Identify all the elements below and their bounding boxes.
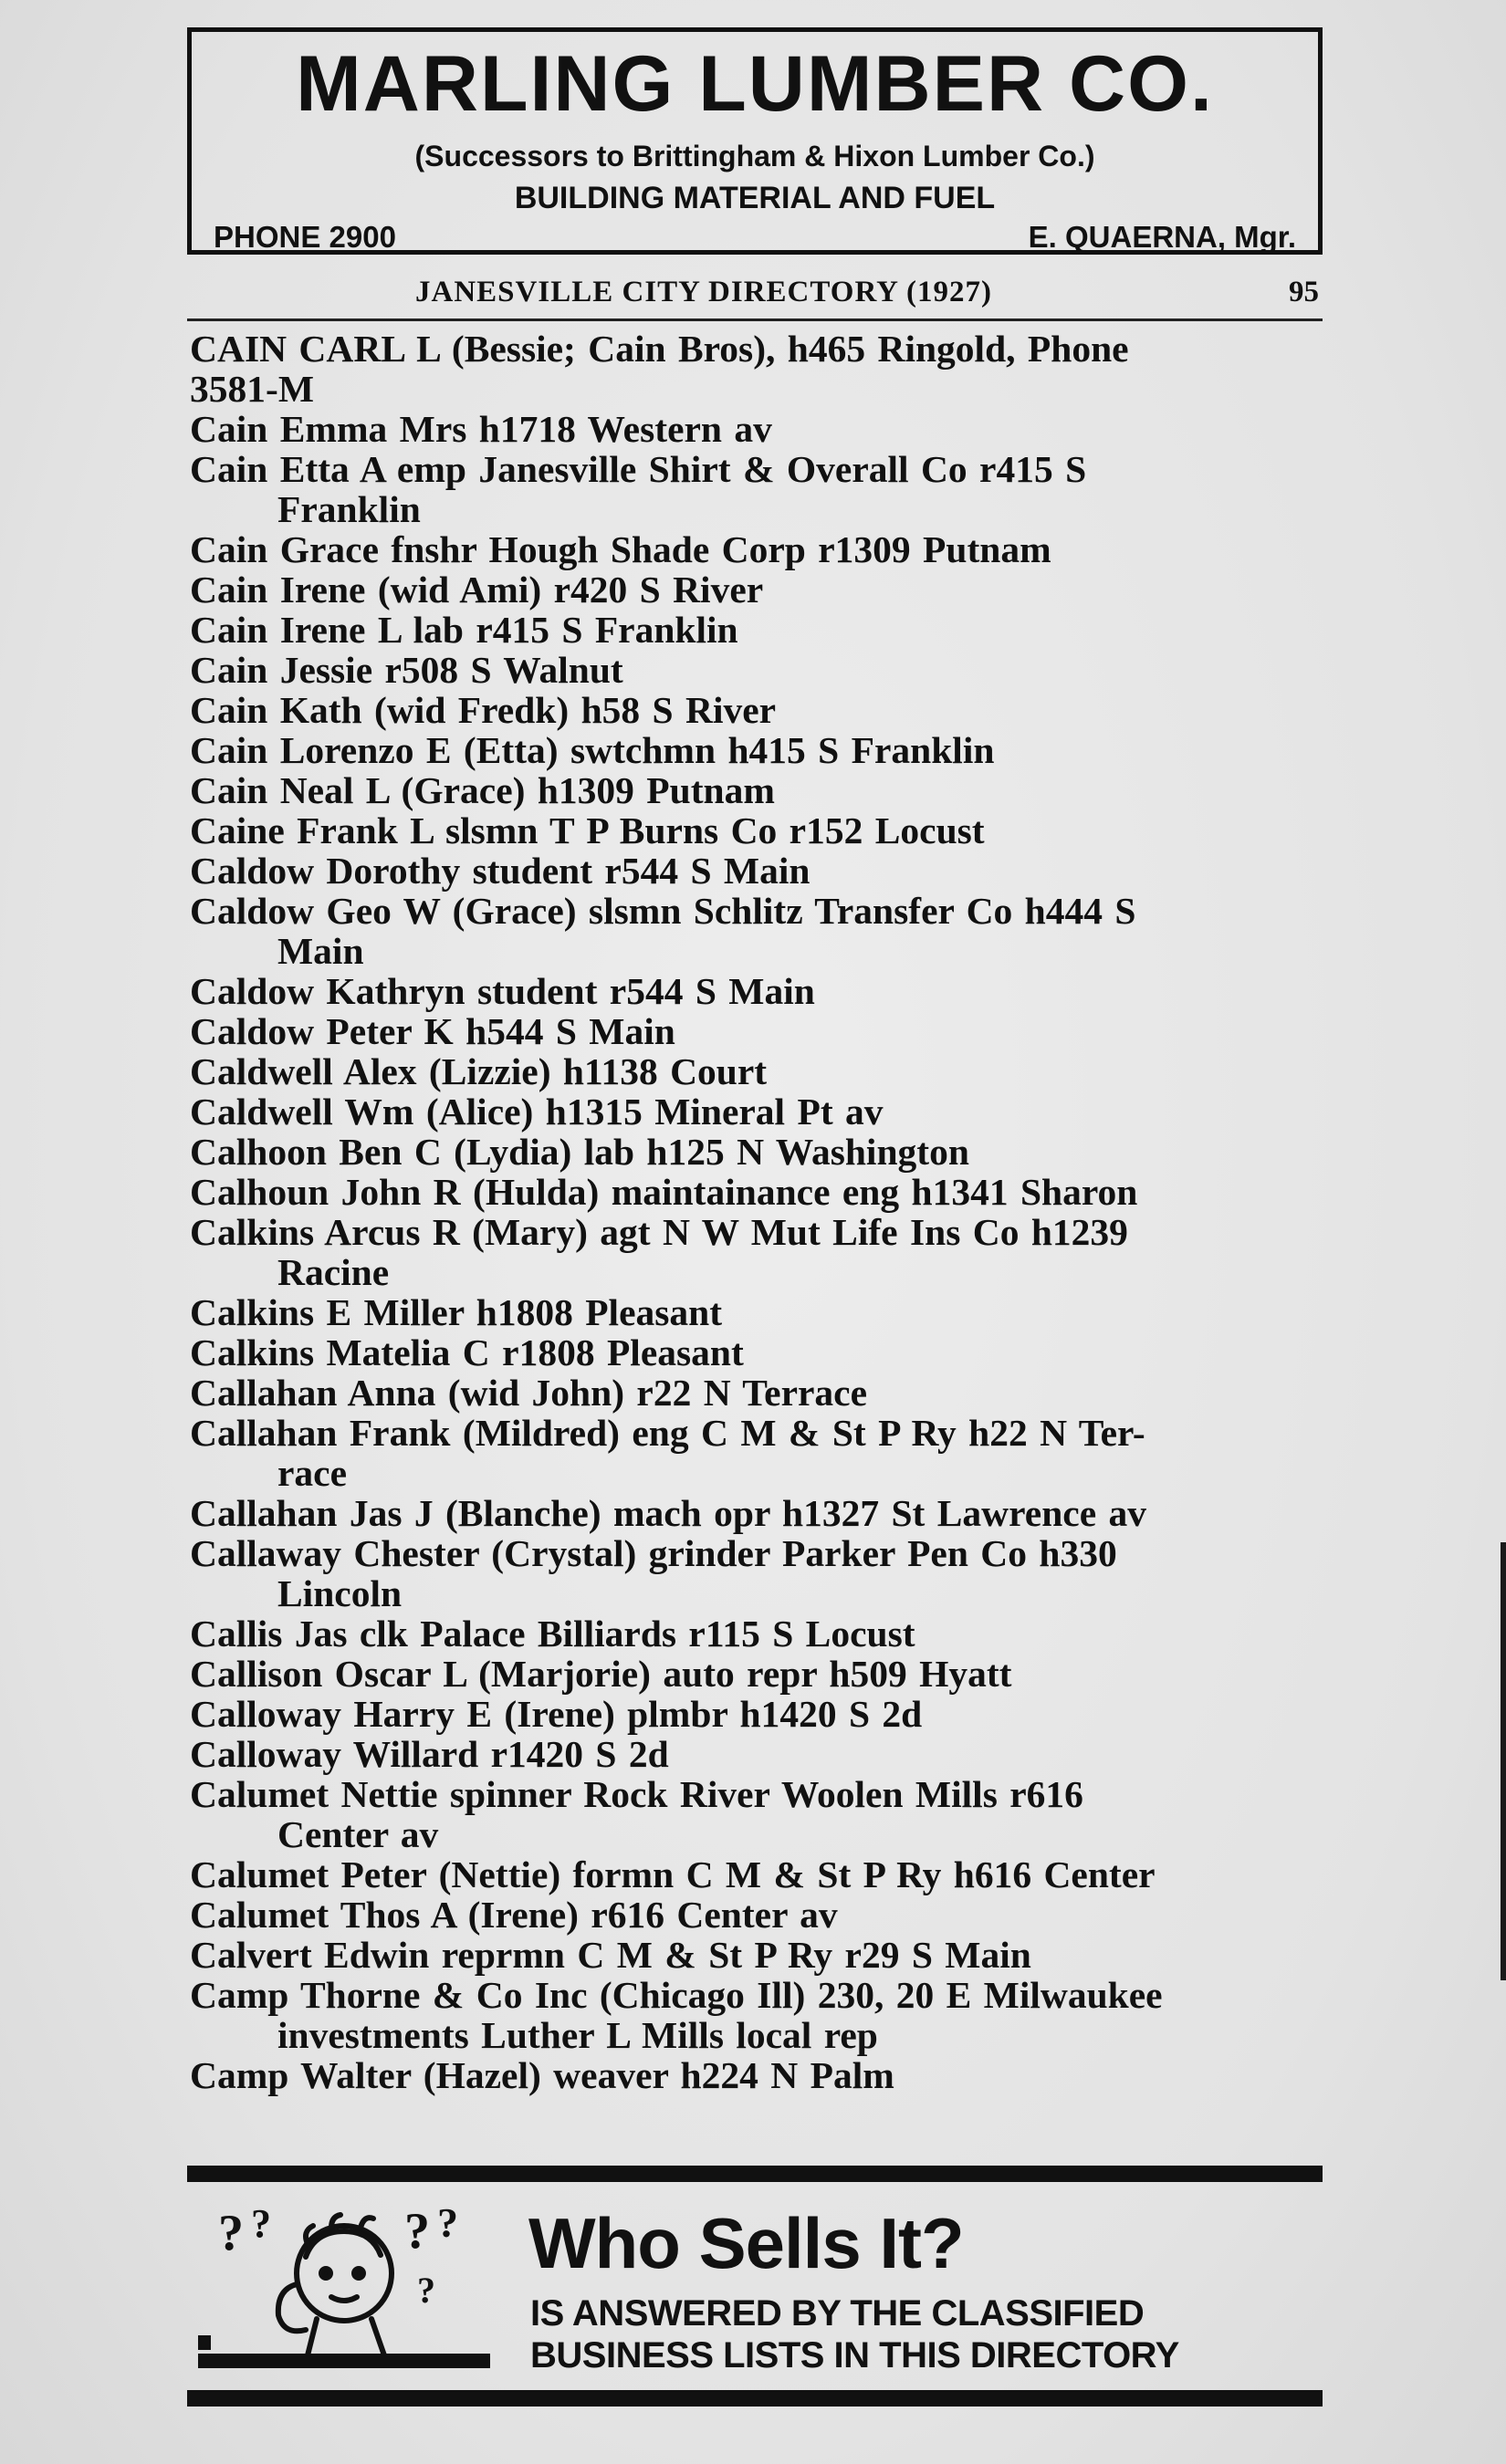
svg-text:?: ? — [251, 2201, 271, 2246]
entry-line: Calumet Peter (Nettie) formn C M & St P Ry h616 Center — [190, 1853, 1156, 1895]
svg-text:?: ? — [218, 2205, 244, 2261]
directory-entry — [190, 409, 1320, 449]
entry-continuation-line: Franklin — [277, 488, 421, 530]
directory-entry — [190, 770, 1320, 810]
ad-manager: E. QUAERNA, Mgr. — [1028, 220, 1296, 254]
directory-entry — [190, 1854, 1320, 1895]
directory-entry — [190, 569, 1320, 610]
entry-line: Calumet Nettie spinner Rock River Woolen Mills r616 — [190, 1773, 1083, 1815]
entry-line: Callaway Chester (Crystal) grinder Parker Pen Co h330 — [190, 1532, 1117, 1574]
directory-title: JANESVILLE CITY DIRECTORY (1927) — [415, 276, 992, 308]
svg-text:?: ? — [437, 2200, 458, 2246]
directory-entry — [190, 1373, 1320, 1413]
entry-line: Caldow Kathryn student r544 S Main — [190, 970, 815, 1012]
directory-entry — [190, 1975, 1320, 2055]
entry-line: Callison Oscar L (Marjorie) auto repr h509 Hyatt — [190, 1653, 1012, 1695]
directory-entry — [190, 810, 1320, 851]
entry-line: Cain Irene (wid Ami) r420 S River — [190, 569, 764, 611]
directory-entry — [190, 851, 1320, 891]
directory-entry — [190, 730, 1320, 770]
directory-entry — [190, 1172, 1320, 1212]
directory-entry — [190, 690, 1320, 730]
entry-continuation-line: race — [277, 1452, 348, 1494]
entry-line: Caldow Peter K h544 S Main — [190, 1010, 675, 1052]
entry-line: Cain Kath (wid Fredk) h58 S River — [190, 689, 777, 731]
ad-company-name: MARLING LUMBER CO. — [296, 40, 1214, 128]
ad-answer-line-1: IS ANSWERED BY THE CLASSIFIED — [530, 2293, 1145, 2333]
entry-line: CAIN CARL L (Bessie; Cain Bros), h465 Ringold, Phone — [190, 328, 1129, 370]
directory-entry — [190, 1292, 1320, 1332]
directory-entry — [190, 329, 1320, 409]
directory-entry — [190, 1011, 1320, 1051]
ad-phone: PHONE 2900 — [214, 220, 396, 254]
entry-continuation-line: 3581-M — [190, 368, 314, 410]
ad-answer-line-2: BUSINESS LISTS IN THIS DIRECTORY — [530, 2335, 1179, 2375]
directory-entry — [190, 1413, 1320, 1493]
entry-line: Caldwell Wm (Alice) h1315 Mineral Pt av — [190, 1091, 884, 1133]
directory-entry — [190, 1493, 1320, 1533]
directory-entry — [190, 1654, 1320, 1694]
entry-line: Callis Jas clk Palace Billiards r115 S Locust — [190, 1613, 915, 1655]
entry-line: Calkins E Miller h1808 Pleasant — [190, 1291, 723, 1333]
entry-line: Cain Emma Mrs h1718 Western av — [190, 408, 772, 450]
entry-line: Cain Neal L (Grace) h1309 Putnam — [190, 769, 775, 811]
entry-line: Calhoun John R (Hulda) maintainance eng h1341 Sharon — [190, 1171, 1138, 1213]
entry-line: Caldow Dorothy student r544 S Main — [190, 850, 811, 892]
entry-line: Cain Etta A emp Janesville Shirt & Overall Co r415 S — [190, 448, 1087, 490]
entry-line: Callahan Anna (wid John) r22 N Terrace — [190, 1372, 868, 1414]
directory-entry — [190, 650, 1320, 690]
directory-entry — [190, 1051, 1320, 1091]
entry-continuation-line: investments Luther L Mills local rep — [277, 2014, 878, 2056]
directory-entry — [190, 1091, 1320, 1132]
directory-entry — [190, 1132, 1320, 1172]
directory-entries — [190, 329, 1320, 2095]
directory-entry — [190, 1774, 1320, 1854]
entry-line: Cain Grace fnshr Hough Shade Corp r1309 Putnam — [190, 528, 1051, 570]
entry-line: Cain Jessie r508 S Walnut — [190, 649, 623, 691]
entry-continuation-line: Center av — [277, 1813, 439, 1855]
entry-line: Caldwell Alex (Lizzie) h1138 Court — [190, 1050, 768, 1092]
directory-entry — [190, 610, 1320, 650]
thinking-boy-with-question-marks-icon — [198, 2200, 490, 2374]
classified-advertisement — [187, 2166, 1323, 2407]
directory-entry — [190, 891, 1320, 971]
entry-continuation-line: Racine — [277, 1251, 390, 1293]
directory-entry — [190, 1895, 1320, 1935]
directory-entry — [190, 1332, 1320, 1373]
directory-entry — [190, 971, 1320, 1011]
ad-headline: Who Sells It? — [528, 2203, 964, 2283]
running-header — [187, 270, 1323, 321]
ad-rule-top — [187, 2166, 1323, 2182]
page-number: 95 — [1289, 276, 1319, 308]
directory-entry — [190, 1613, 1320, 1654]
entry-line: Calkins Arcus R (Mary) agt N W Mut Life Ins Co h1239 — [190, 1211, 1128, 1253]
entry-line: Camp Thorne & Co Inc (Chicago Ill) 230, 20 E Milwaukee — [190, 1974, 1163, 2016]
entry-line: Calhoon Ben C (Lydia) lab h125 N Washington — [190, 1131, 969, 1173]
directory-entry — [190, 1694, 1320, 1734]
entry-line: Calkins Matelia C r1808 Pleasant — [190, 1331, 744, 1373]
entry-line: Callahan Frank (Mildred) eng C M & St P Ry h22 N Ter- — [190, 1412, 1145, 1454]
lumber-advertisement — [187, 27, 1323, 255]
entry-line: Callahan Jas J (Blanche) mach opr h1327 St Lawrence av — [190, 1492, 1147, 1534]
svg-text:?: ? — [404, 2203, 430, 2260]
entry-continuation-line: Main — [277, 930, 364, 972]
entry-line: Cain Irene L lab r415 S Franklin — [190, 609, 738, 651]
directory-entry — [190, 1734, 1320, 1774]
entry-line: Calloway Willard r1420 S 2d — [190, 1733, 669, 1775]
entry-line: Cain Lorenzo E (Etta) swtchmn h415 S Franklin — [190, 729, 995, 771]
directory-entry — [190, 529, 1320, 569]
ad-rule-bottom — [187, 2390, 1323, 2407]
entry-line: Camp Walter (Hazel) weaver h224 N Palm — [190, 2054, 894, 2096]
directory-entry — [190, 1212, 1320, 1292]
ad-material-line: BUILDING MATERIAL AND FUEL — [514, 181, 996, 215]
entry-line: Calloway Harry E (Irene) plmbr h1420 S 2d — [190, 1693, 923, 1735]
entry-line: Calvert Edwin reprmn C M & St P Ry r29 S Main — [190, 1934, 1031, 1976]
entry-line: Caldow Geo W (Grace) slsmn Schlitz Transfer Co h444 S — [190, 890, 1136, 932]
directory-entry — [190, 1533, 1320, 1613]
directory-entry — [190, 2055, 1320, 2095]
entry-continuation-line: Lincoln — [277, 1572, 403, 1614]
directory-entry — [190, 1935, 1320, 1975]
entry-line: Caine Frank L slsmn T P Burns Co r152 Locust — [190, 809, 985, 851]
svg-text:?: ? — [417, 2270, 435, 2311]
directory-entry — [190, 449, 1320, 529]
ad-successors-line: (Successors to Brittingham & Hixon Lumber Co.) — [414, 140, 1095, 172]
page-edge-shadow — [1501, 1542, 1506, 1980]
entry-line: Calumet Thos A (Irene) r616 Center av — [190, 1894, 838, 1936]
